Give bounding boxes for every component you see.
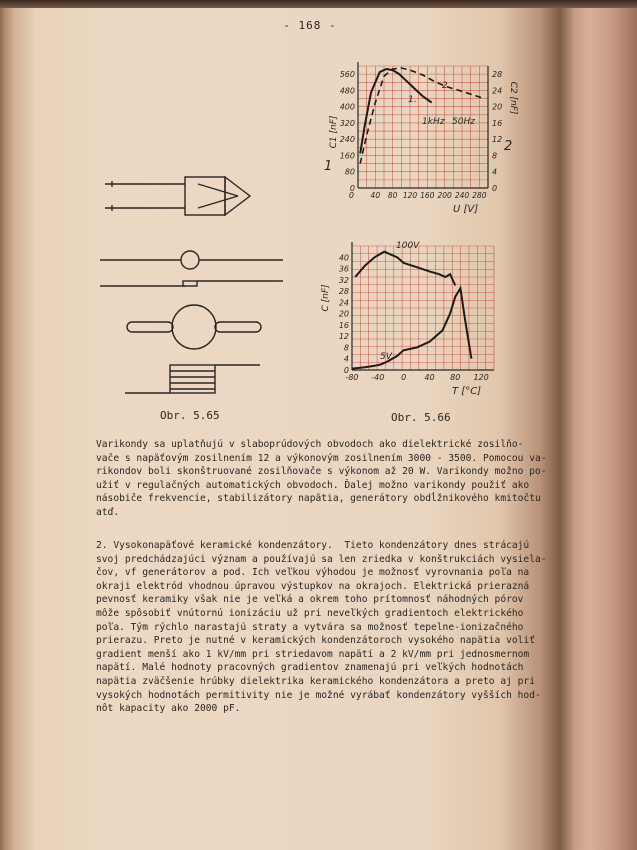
x-tick-label: 280 [472, 191, 487, 200]
y-left-tick-label: 400 [339, 102, 355, 112]
text-line: môže spôsobiť vnútornú ionizáciu už pri neveľkých gradientoch elektrického [96, 607, 524, 619]
varikond-drawing-disc-front [124, 303, 264, 353]
series-line-1 [355, 252, 455, 286]
text-line: vysokých hodnotách permitivity nie je možné vyrábať kondenzátory vyšších hod- [96, 689, 541, 701]
y-tick-label: 28 [338, 287, 349, 297]
x-tick-label: -40 [371, 373, 385, 382]
y-left-tick-label: 0 [349, 184, 355, 193]
y-tick-label: 40 [338, 253, 349, 263]
caption-fig-5-66: Obr. 5.66 [391, 411, 451, 424]
text-line: gradient menší ako 1 kV/mm pri striedavom napätí a 2 kV/mm pri jednosmernom [96, 648, 530, 660]
x-tick-label: 80 [387, 191, 398, 200]
text-line: užiť v regulačných automatických obvodoch. Ďalej možno varikondy použiť ako [96, 479, 530, 491]
y-tick-label: 8 [343, 343, 349, 353]
x-tick-label: 120 [473, 373, 489, 382]
y-left-tick-label: 560 [339, 70, 355, 80]
chart-capacitance-vs-voltage [310, 58, 520, 223]
text-line: poľa. Tým rýchlo narastajú straty a vytvára sa možnosť tepelne-ionizačného [96, 621, 524, 633]
varikond-drawing-multilayer [120, 360, 270, 400]
text-line: 2. Vysokonapäťové keramické kondenzátory. Tieto kondenzátory dnes strácajú [96, 540, 530, 551]
text-line: svoj predchádzajúci význam a používajú sa len zriedka v konštrukciách vysiela- [96, 553, 547, 565]
series-label: 2. [442, 81, 451, 91]
x-origin-label: 0 [348, 191, 354, 200]
y-tick-label: 0 [343, 366, 349, 375]
x-tick-label: 200 [437, 191, 452, 200]
grid [352, 246, 494, 370]
series-label: 1. [408, 95, 417, 105]
text-line: čov, vf generátorov a pod. Ich veľkou výhodou je možnosť vyrovnania poľa na [96, 567, 530, 579]
y-right-axis-label: C2 [nF] [508, 81, 518, 115]
y-right-tick-label: 8 [492, 151, 498, 161]
series-note: 1kHz [422, 117, 445, 127]
x-tick-label: -80 [345, 373, 359, 382]
y-right-tick-label: 12 [492, 135, 503, 145]
varikond-drawing-disc-side [95, 250, 290, 295]
x-axis-label: U [V] [453, 204, 479, 215]
paragraph-varikondy [96, 438, 547, 520]
text-line: okraji elektród vhodnou úpravou výstupkov na okrajoch. Elektrická prierazná [96, 580, 530, 592]
y-tick-label: 4 [343, 354, 349, 364]
x-tick-label: 0 [401, 373, 407, 382]
y-right-tick-label: 0 [492, 184, 498, 193]
y-tick-label: 20 [338, 309, 349, 319]
y-left-tick-label: 240 [339, 135, 355, 145]
y-left-tick-label: 480 [339, 86, 355, 96]
varikond-drawing-tubular [100, 172, 280, 222]
text-line: nôt kapacity ako 2000 pF. [96, 703, 241, 715]
y-left-axis-label: C1 [nF] [329, 115, 339, 149]
x-tick-label: 80 [450, 373, 461, 382]
chart-capacitance-vs-temperature [310, 238, 495, 403]
y-left-tick-label: 320 [339, 118, 355, 128]
series-line-1 [360, 69, 432, 153]
caption-fig-5-65: Obr. 5.65 [160, 409, 220, 422]
x-tick-label: 40 [424, 373, 435, 382]
text-line: napätia zväčšenie hrúbky dielektrika keramického kondenzátora a preto aj pri [96, 675, 535, 687]
grid [358, 66, 488, 188]
y-tick-label: 24 [338, 298, 349, 308]
series-label: 5V [380, 352, 392, 362]
text-line: pevnosť keramiky však nie je veľká a okrem toho prítomnosť náhodných pórov [96, 594, 524, 606]
y-right-tick-label: 20 [492, 102, 503, 112]
text-line: vače s napäťovým zosilnením 12 a výkonovým zosilnením 3000 - 3500. Pomocou va- [96, 452, 547, 464]
x-tick-label: 40 [370, 191, 381, 200]
y-right-tick-label: 24 [492, 86, 503, 96]
series-label: 100V [396, 241, 420, 251]
y-left-tick-label: 80 [344, 167, 355, 177]
left-axis-marker: 1 [324, 159, 333, 174]
text-line: násobiče frekvencie, stabilizátory napätia, generátory obdĺžnikového kmitočtu [96, 493, 541, 505]
right-axis-marker: 2 [504, 139, 513, 154]
text-line: Varikondy sa uplatňujú v slaboprúdových obvodoch ako dielektrické zosilňo- [96, 439, 524, 450]
y-left-tick-label: 160 [339, 151, 355, 161]
x-tick-label: 120 [402, 191, 418, 200]
text-line: prierazu. Preto je nutné v keramických kondenzátoroch vysokého napätia voliť [96, 635, 535, 647]
y-tick-label: 36 [338, 264, 349, 274]
y-right-tick-label: 28 [492, 70, 503, 80]
text-line: napätí. Malé hodnoty pracovných gradientov znamenajú pri veľkých hodnotách [96, 662, 524, 674]
text-line: rikondov boli skonštruované zosilňovače s výkonom až 20 W. Varikondy možno po- [96, 466, 547, 478]
x-tick-label: 240 [454, 191, 470, 200]
y-tick-label: 12 [338, 332, 349, 342]
paragraph-high-voltage-capacitors [96, 539, 547, 716]
y-axis-label: C [nF] [321, 284, 331, 312]
x-tick-label: 160 [420, 191, 435, 200]
y-right-tick-label: 16 [492, 118, 503, 128]
text-line: atď. [96, 506, 120, 518]
page-top-edge [0, 0, 637, 8]
page-number: - 168 - [283, 19, 337, 32]
x-axis-label: T [°C] [452, 386, 482, 397]
y-tick-label: 32 [338, 275, 349, 285]
y-tick-label: 16 [338, 320, 349, 330]
y-right-tick-label: 4 [492, 167, 498, 177]
series-note: 50Hz [452, 117, 475, 127]
